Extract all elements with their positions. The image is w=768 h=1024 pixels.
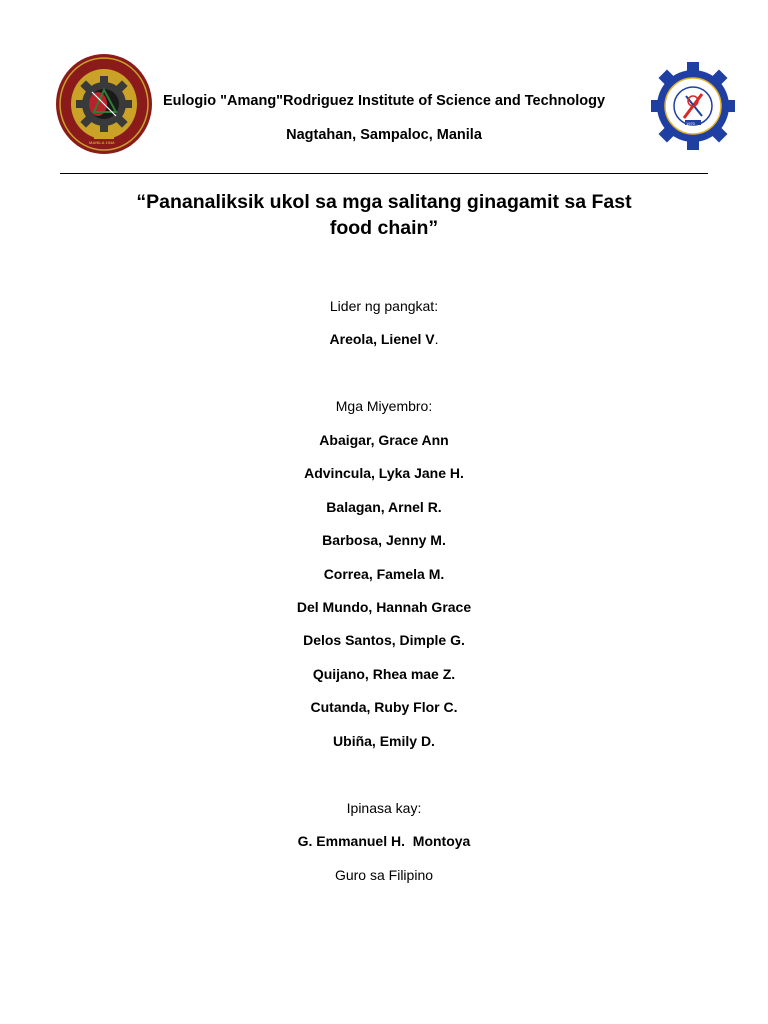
leader-name-line — [0, 331, 768, 347]
teacher-name: G. Emmanuel H. Montoya — [297, 833, 471, 849]
teacher-role: Guro sa Filipino — [334, 867, 434, 883]
submitted-label: Ipinasa kay: — [346, 800, 422, 816]
member-name: Del Mundo, Hannah Grace — [296, 599, 472, 615]
header-divider — [60, 173, 708, 174]
institution-name: Eulogio "Amang"Rodriguez Institute of Science and Technology — [162, 93, 606, 109]
leader-name: Areola, Lienel V — [329, 331, 435, 347]
member-name: Delos Santos, Dimple G. — [303, 632, 465, 648]
title-line-1: “Pananaliksik ukol sa mga salitang ginagamit sa Fast — [136, 191, 632, 213]
members-label: Mga Miyembro: — [335, 398, 433, 414]
member-name: Abaigar, Grace Ann — [319, 432, 449, 448]
left-seal-bottom-text: MANILA 1948 — [89, 140, 115, 145]
member-name: Balagan, Arnel R. — [326, 499, 442, 515]
leader-label: Lider ng pangkat: — [329, 298, 439, 314]
member-name: Barbosa, Jenny M. — [322, 532, 446, 548]
member-name: Correa, Famela M. — [323, 566, 445, 582]
right-seal-year: 1970 — [686, 121, 695, 126]
institution-address: Nagtahan, Sampaloc, Manila — [286, 127, 482, 143]
member-name: Ubiña, Emily D. — [333, 733, 435, 749]
document-title — [100, 189, 668, 241]
member-name: Quijano, Rhea mae Z. — [312, 666, 456, 682]
college-of-education-seal-logo — [650, 56, 736, 156]
title-line-2: food chain” — [329, 217, 439, 239]
member-name: Cutanda, Ruby Flor C. — [310, 699, 458, 715]
leader-name-suffix: . — [434, 331, 439, 347]
member-name: Advincula, Lyka Jane H. — [304, 465, 464, 481]
